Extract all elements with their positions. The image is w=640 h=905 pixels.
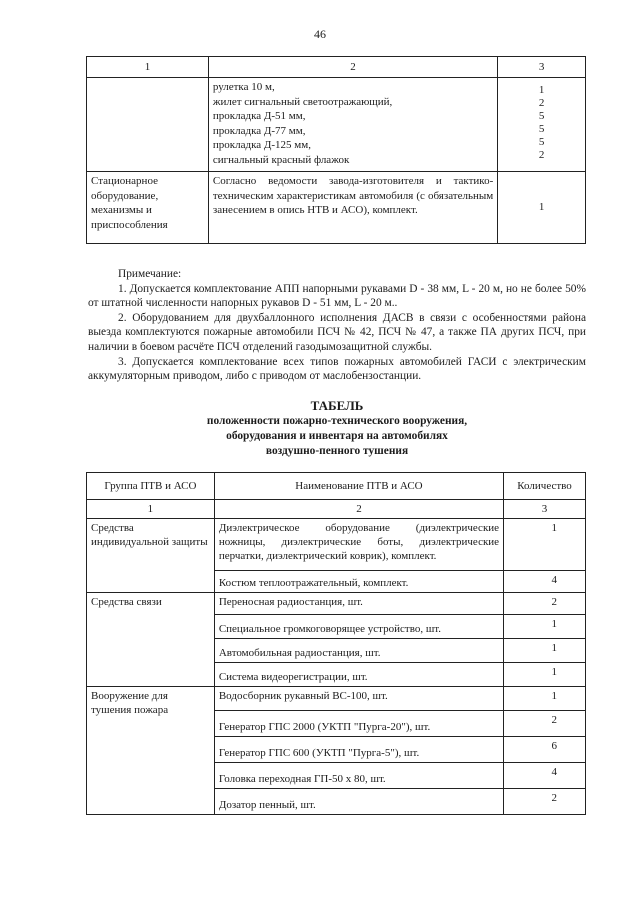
- note-item: 1. Допускается комплектование АПП напорными рукавами D - 38 мм, L - 20 м, но не более 50% от штатной численности напорных рукавов D - 51 мм, L - 20 м..: [88, 282, 586, 310]
- column-header: Группа ПТВ и АСО: [87, 473, 215, 500]
- item-qty: 6: [504, 737, 586, 763]
- note-item: 2. Оборудованием для двухбаллонного исполнения ДАСВ в связи с особенностями района выезда комплектуются пожарные автомобили ПСЧ № 42, ПСЧ № 47, а также ПА других ПСЧ, при наличии в боевом расчёте ПСЧ отделений газодымозащитной службы.: [88, 311, 586, 353]
- item-list-cell: [208, 78, 497, 172]
- item-qty: 1: [504, 687, 586, 711]
- tabel-subtitle-line: положенности пожарно-технического вооружения,: [206, 415, 468, 427]
- qty-value: 2: [538, 97, 545, 109]
- group-cell: Средства индивидуальной защиты: [87, 519, 215, 593]
- item-qty: 4: [504, 571, 586, 593]
- column-number: 3: [504, 500, 586, 519]
- page-number: 46: [314, 27, 326, 41]
- tabel-title-block: [88, 398, 586, 459]
- item-name: Генератор ГПС 2000 (УКТП "Пурга-20"), шт.: [214, 711, 503, 737]
- item-qty: 2: [504, 789, 586, 815]
- column-number: 3: [498, 57, 586, 78]
- table-row: [87, 172, 586, 244]
- table-row: [87, 519, 586, 571]
- note-section: [88, 267, 586, 384]
- note-item: 3. Допускается комплектование всех типов пожарных автомобилей ГАСИ с электрическим аккумуляторным приводом, либо с приводом от маслобензостанции.: [88, 355, 586, 383]
- list-item: рулетка 10 м,: [212, 81, 275, 93]
- item-qty: 1: [504, 615, 586, 639]
- item-name: Специальное громкоговорящее устройство, шт.: [214, 615, 503, 639]
- item-name: Система видеорегистрации, шт.: [214, 663, 503, 687]
- qty-value: 5: [538, 110, 545, 122]
- qty-value: 5: [538, 123, 545, 135]
- table-header-row: [87, 473, 586, 500]
- tabel-table: [86, 472, 586, 815]
- item-qty: 1: [504, 519, 586, 571]
- column-header: Количество: [504, 473, 586, 500]
- column-number: 1: [87, 57, 209, 78]
- item-qty: 1: [504, 663, 586, 687]
- table-header-row: [87, 57, 586, 78]
- list-item: сигнальный красный флажок: [212, 153, 350, 166]
- group-cell-empty: [87, 78, 209, 172]
- column-number: 2: [214, 500, 503, 519]
- item-qty: 2: [504, 593, 586, 615]
- qty-value: 1: [538, 84, 545, 96]
- equipment-table-continued: [86, 56, 586, 244]
- item-name: Дозатор пенный, шт.: [214, 789, 503, 815]
- item-name: Костюм теплоотражательный, комплект.: [214, 571, 503, 593]
- column-number-row: [87, 500, 586, 519]
- tabel-subtitle-line: оборудования и инвентаря на автомобилях: [226, 430, 448, 442]
- list-item: прокладка Д-125 мм,: [212, 139, 311, 151]
- item-name: Головка переходная ГП-50 х 80, шт.: [214, 763, 503, 789]
- table-row: [87, 593, 586, 615]
- qty-value: 5: [538, 136, 545, 148]
- list-item: прокладка Д-77 мм,: [212, 124, 306, 137]
- item-qty: 2: [504, 711, 586, 737]
- column-number: 1: [87, 500, 215, 519]
- tabel-subtitle-line: воздушно-пенного тушения: [265, 445, 409, 457]
- group-cell: Средства связи: [87, 593, 215, 687]
- item-name: Диэлектрическое оборудование (диэлектрические ножницы, диэлектрические боты, диэлектрические перчатки, диэлектрический коврик), комплект.: [214, 519, 503, 571]
- item-qty: 1: [504, 639, 586, 663]
- item-qty: 4: [504, 763, 586, 789]
- qty-list-cell: [498, 78, 586, 172]
- group-cell: Вооружение для тушения пожара: [87, 687, 215, 815]
- item-name: Переносная радиостанция, шт.: [214, 593, 503, 615]
- table-row: [87, 78, 586, 172]
- qty-cell: 1: [498, 172, 586, 244]
- item-name: Водосборник рукавный ВС-100, шт.: [214, 687, 503, 711]
- list-item: жилет сигнальный светоотражающий,: [212, 95, 393, 108]
- group-cell: Стационарное оборудование, механизмы и приспособления: [87, 172, 209, 244]
- qty-value: 2: [538, 149, 545, 161]
- item-name: Автомобильная радиостанция, шт.: [214, 639, 503, 663]
- note-heading: Примечание:: [118, 268, 182, 280]
- column-number: 2: [208, 57, 497, 78]
- table-row: [87, 687, 586, 711]
- tabel-title: ТАБЕЛЬ: [310, 398, 364, 413]
- list-item: прокладка Д-51 мм,: [212, 110, 306, 122]
- item-name: Генератор ГПС 600 (УКТП "Пурга-5"), шт.: [214, 737, 503, 763]
- description-cell: Согласно ведомости завода-изготовителя и тактико-техническим характеристикам автомобиля (с обязательным занесением в опись НТВ и АСО), комплект.: [208, 172, 497, 244]
- column-header: Наименование ПТВ и АСО: [214, 473, 503, 500]
